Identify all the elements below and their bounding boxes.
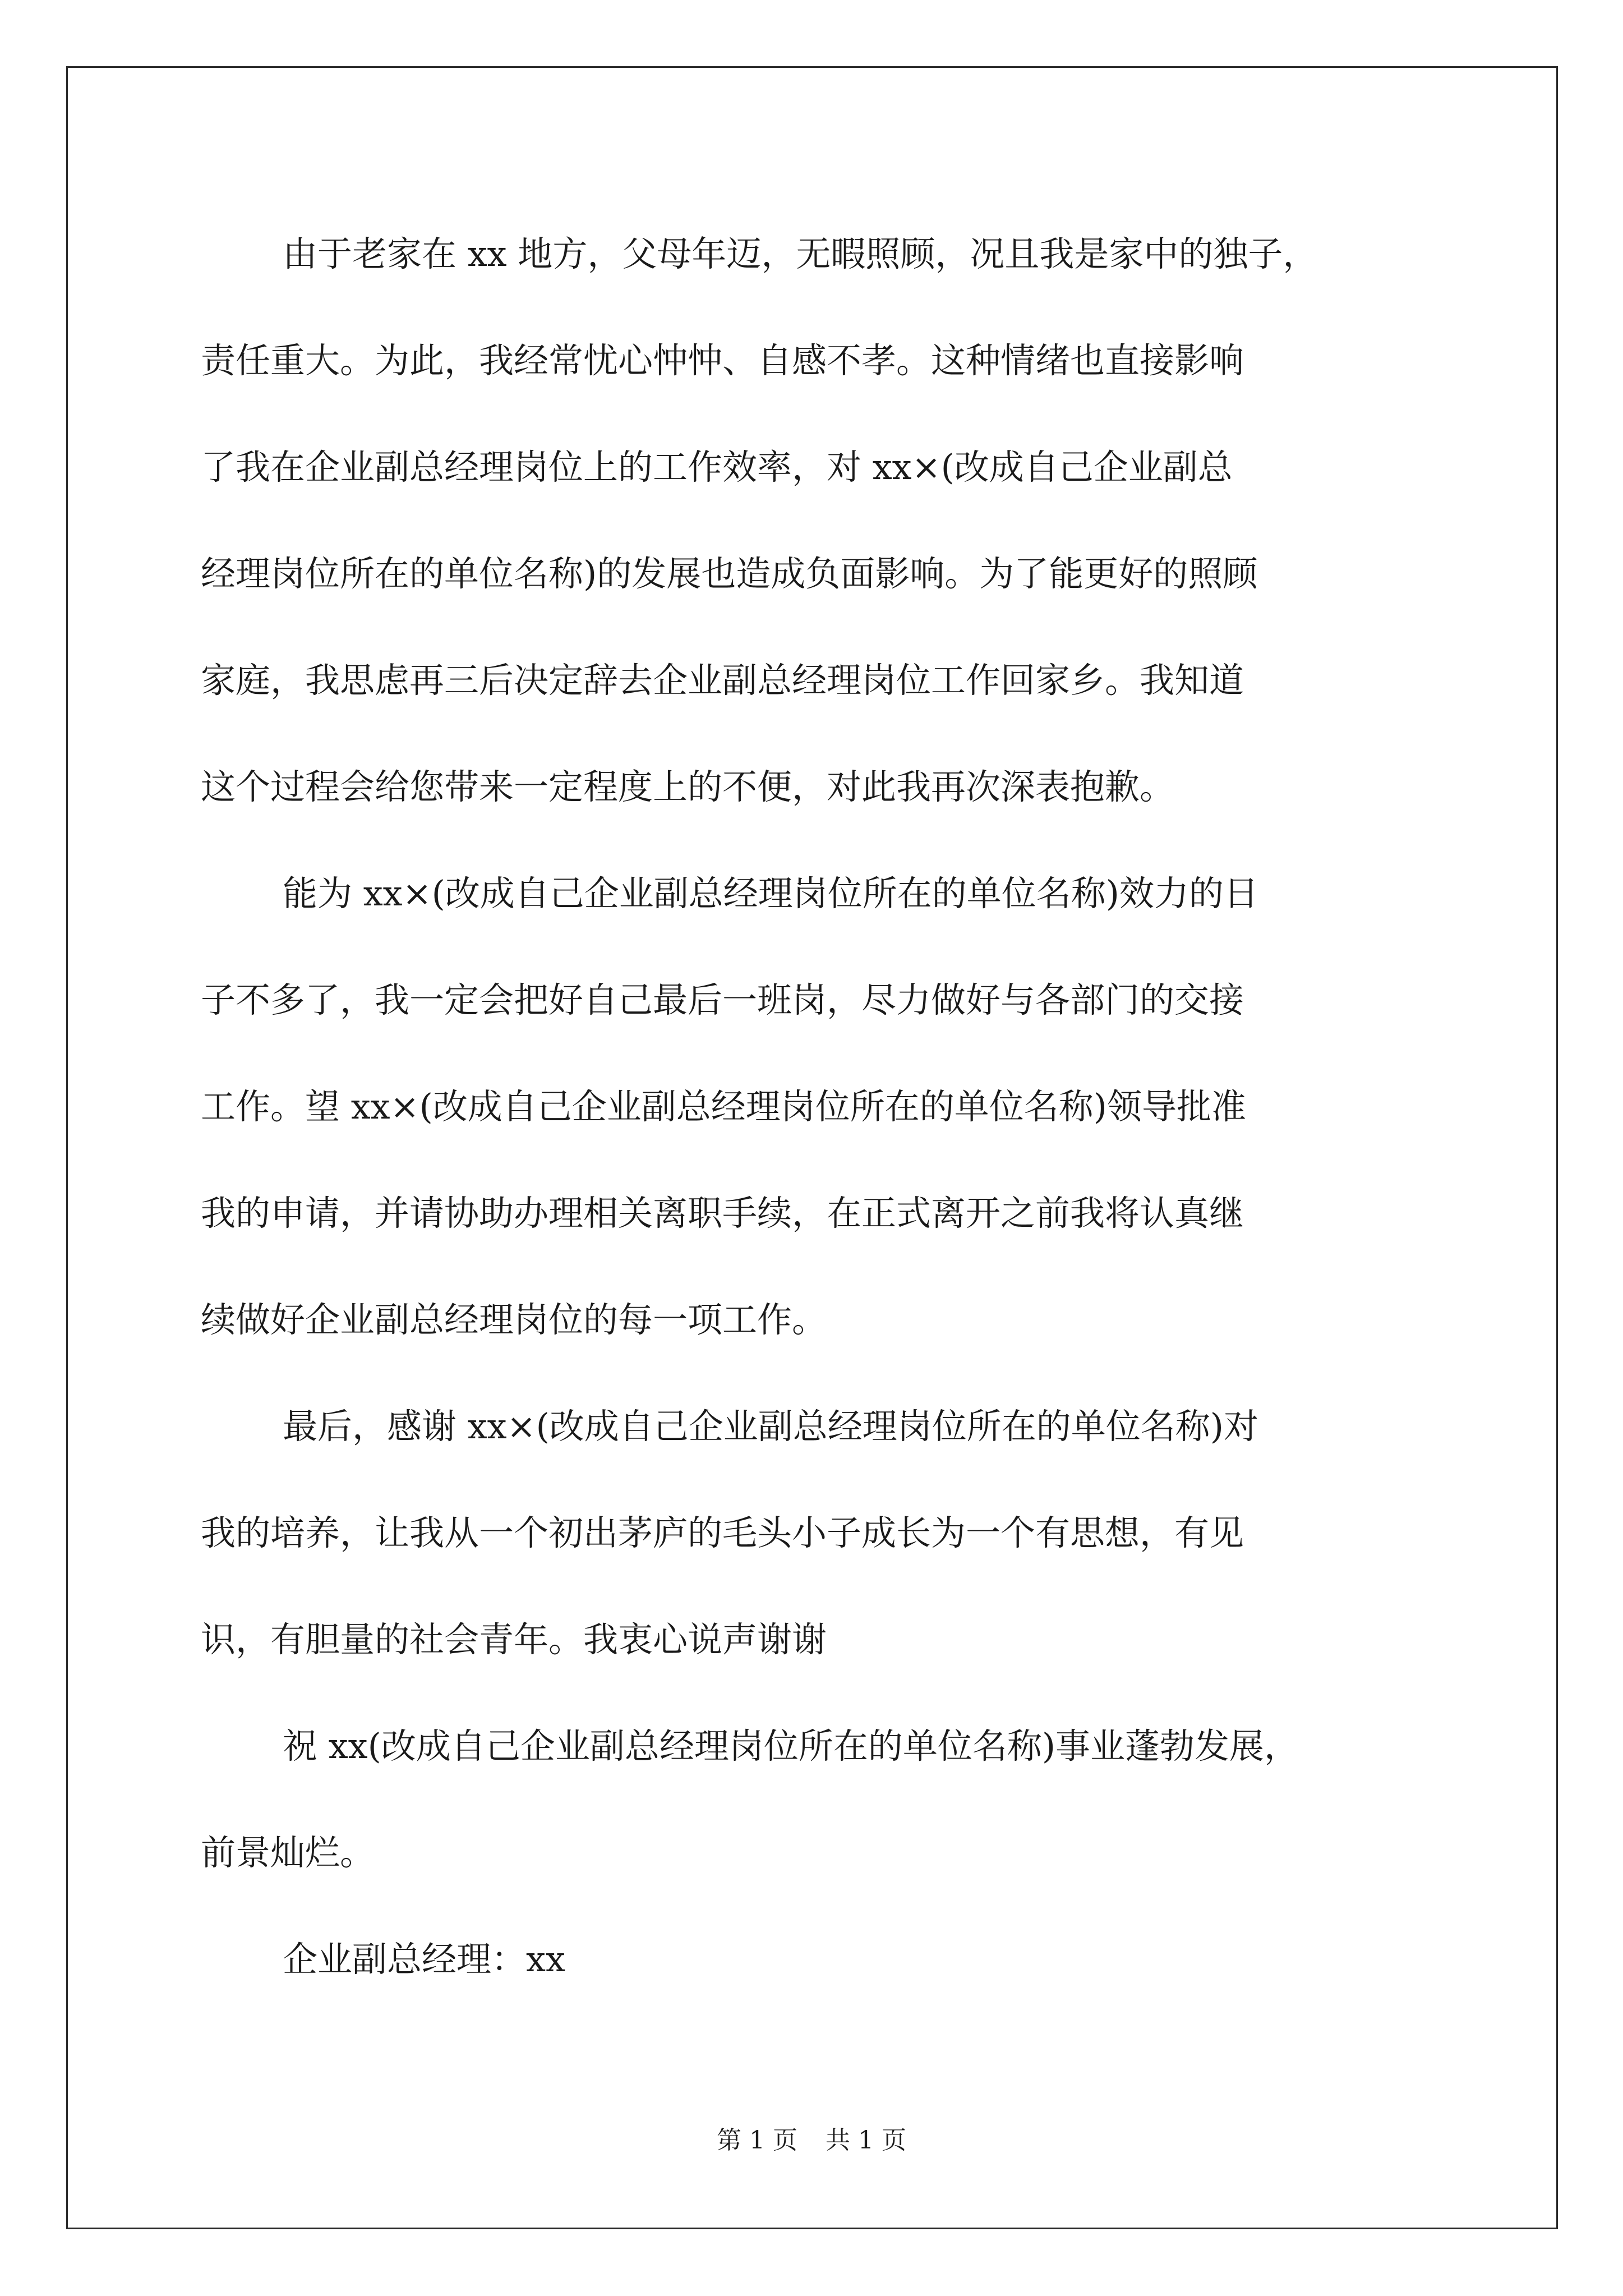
text-line: 这个过程会给您带来一定程度上的不便，对此我再次深表抱歉。 xyxy=(201,766,1175,807)
text-line: 祝 xx(改成自己企业副总经理岗位所在的单位名称)事业蓬勃发展， xyxy=(283,1726,1299,1766)
text-line: 我的申请，并请协助办理相关离职手续，在正式离开之前我将认真继 xyxy=(201,1193,1244,1234)
text-line: 我的培养，让我从一个初出茅庐的毛头小子成长为一个有思想，有见 xyxy=(201,1512,1244,1553)
text-line: 识，有胆量的社会青年。我衷心说声谢谢 xyxy=(201,1619,827,1660)
page-footer xyxy=(0,2124,1623,2157)
letter-body xyxy=(201,218,1435,2030)
text-line: 责任重大。为此，我经常忧心忡忡、自感不孝。这种情绪也直接影响 xyxy=(201,340,1244,381)
page-number: 第 1 页 xyxy=(717,2126,797,2155)
text-line: 经理岗位所在的单位名称)的发展也造成负面影响。为了能更好的照顾 xyxy=(201,553,1258,594)
text-line: 续做好企业副总经理岗位的每一项工作。 xyxy=(201,1299,827,1340)
text-line: 家庭，我思虑再三后决定辞去企业副总经理岗位工作回家乡。我知道 xyxy=(201,660,1244,701)
text-line: 子不多了，我一定会把好自己最后一班岗，尽力做好与各部门的交接 xyxy=(201,979,1244,1020)
text-line: 能为 xx×(改成自己企业副总经理岗位所在的单位名称)效力的日 xyxy=(283,873,1258,914)
text-line: 工作。望 xx×(改成自己企业副总经理岗位所在的单位名称)领导批准 xyxy=(201,1086,1246,1127)
page-total: 共 1 页 xyxy=(826,2126,906,2155)
signature-line: 企业副总经理：xx xyxy=(283,1939,565,1980)
text-line: 由于老家在 xx 地方，父母年迈，无暇照顾，况且我是家中的独子， xyxy=(283,233,1318,274)
text-line: 了我在企业副总经理岗位上的工作效率，对 xx×(改成自己企业副总 xyxy=(201,447,1233,487)
text-line: 前景灿烂。 xyxy=(201,1832,375,1873)
text-line: 最后，感谢 xx×(改成自己企业副总经理岗位所在的单位名称)对 xyxy=(283,1406,1258,1447)
